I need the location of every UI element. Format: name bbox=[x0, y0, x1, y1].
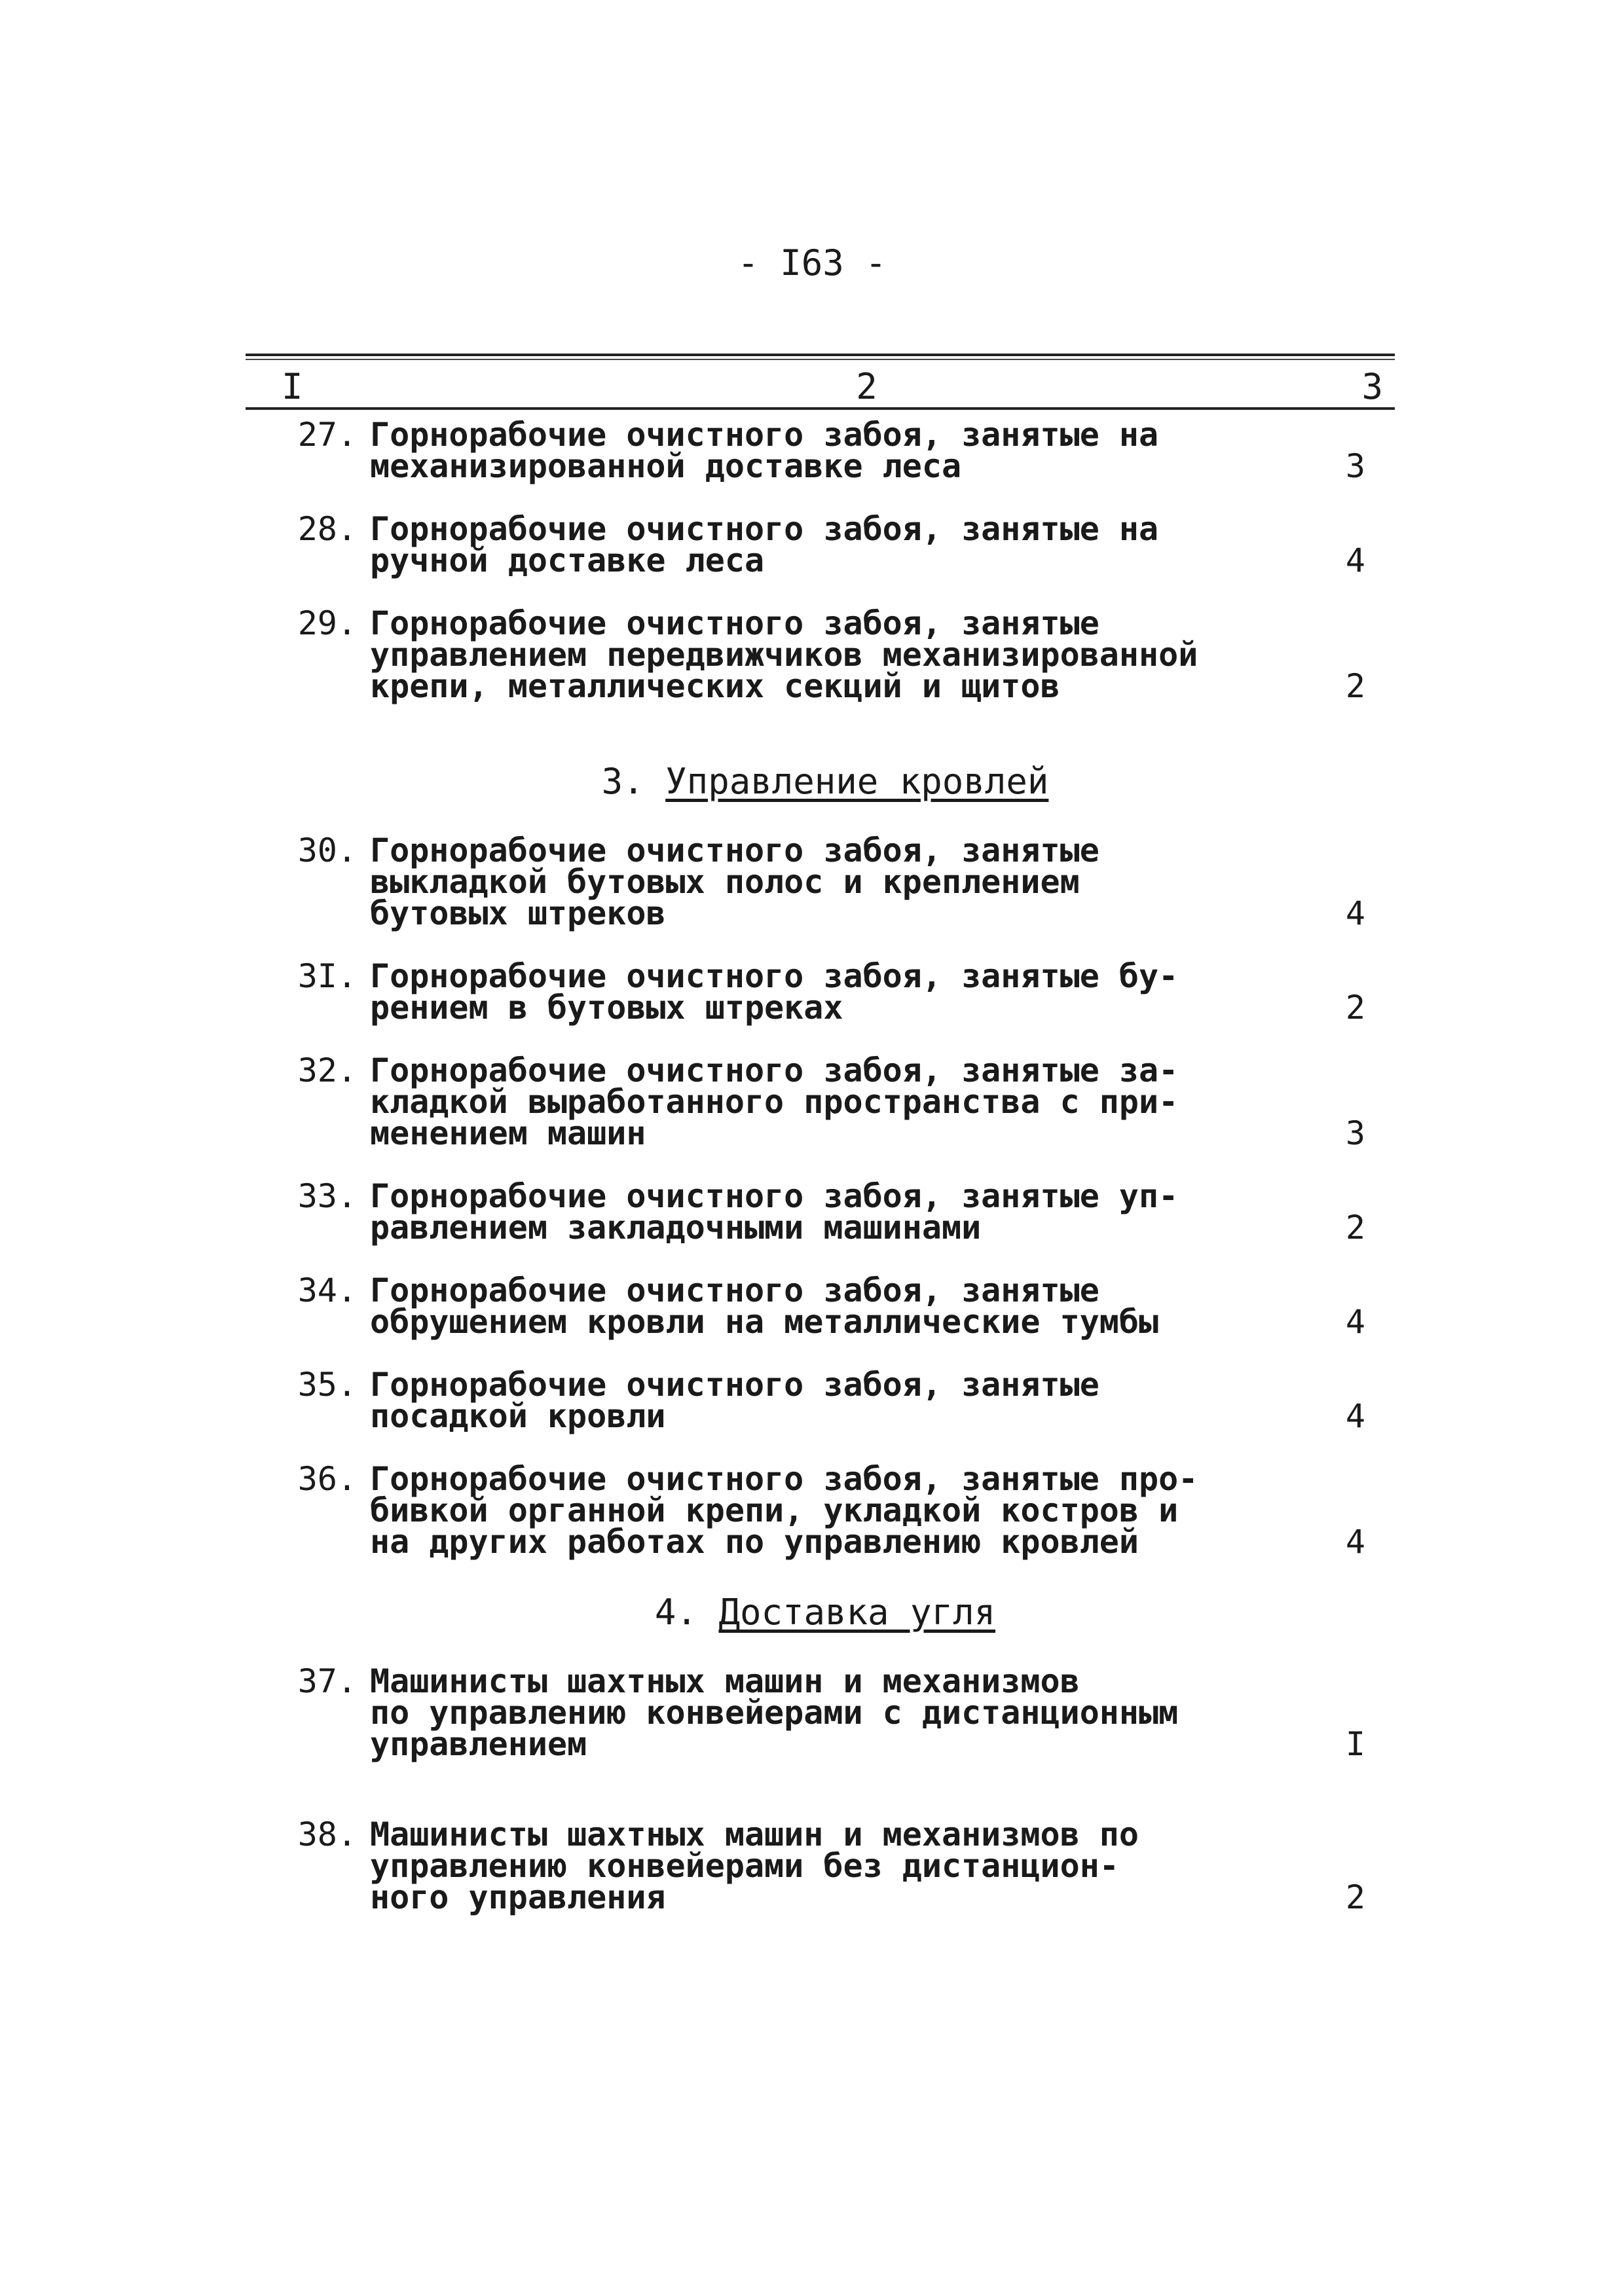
table-row bbox=[246, 416, 1365, 485]
row-number: 28. bbox=[297, 510, 357, 548]
row-number: 33. bbox=[297, 1177, 357, 1215]
row-text: Горнорабочие очистного забоя, занятые уп- равлением закладочными машинами bbox=[370, 1177, 1179, 1247]
table-row bbox=[246, 510, 1365, 579]
table-row bbox=[246, 1662, 1365, 1763]
table-row bbox=[246, 1366, 1365, 1435]
row-number: 36. bbox=[297, 1460, 357, 1498]
row-category: 2 bbox=[1345, 989, 1365, 1027]
row-text: Горнорабочие очистного забоя, занятые выкладкой бутовых полос и креплением бутовых штреков bbox=[370, 831, 1099, 932]
table-row bbox=[246, 1051, 1365, 1152]
row-category: 2 bbox=[1345, 1878, 1365, 1916]
section-heading bbox=[246, 761, 1365, 802]
row-text: Горнорабочие очистного забоя, занятые бу- рением в бутовых штреках bbox=[370, 957, 1179, 1027]
section-heading bbox=[246, 1592, 1365, 1633]
table-row bbox=[246, 1271, 1365, 1341]
row-number: 3I. bbox=[297, 957, 357, 995]
page-number: - I63 - bbox=[737, 242, 887, 283]
row-category: 4 bbox=[1345, 1523, 1365, 1561]
table-row bbox=[246, 604, 1365, 705]
table-row bbox=[246, 1177, 1365, 1247]
row-number: 37. bbox=[297, 1662, 357, 1700]
row-number: 34. bbox=[297, 1271, 357, 1309]
row-text: Горнорабочие очистного забоя, занятые посадкой кровли bbox=[370, 1366, 1099, 1435]
section-number: 3. bbox=[601, 761, 644, 802]
column-header-row bbox=[246, 360, 1395, 410]
section-title: Доставка угля bbox=[718, 1592, 996, 1633]
row-text: Горнорабочие очистного забоя, занятые про- бивкой органной крепи, укладкой костров и на других работах по управлению кровлей bbox=[370, 1460, 1198, 1561]
row-category: 2 bbox=[1345, 1209, 1365, 1247]
row-text: Горнорабочие очистного забоя, занятые обрушением кровли на металлические тумбы bbox=[370, 1271, 1159, 1341]
table-header bbox=[246, 354, 1395, 410]
row-number: 30. bbox=[297, 831, 357, 869]
row-number: 29. bbox=[297, 604, 357, 642]
header-rule bbox=[246, 354, 1395, 356]
column-header-2: 2 bbox=[856, 366, 877, 407]
row-category: 2 bbox=[1345, 667, 1365, 705]
section-number: 4. bbox=[654, 1592, 697, 1633]
row-category: 4 bbox=[1345, 1397, 1365, 1435]
row-number: 38. bbox=[297, 1815, 357, 1853]
table-body bbox=[246, 416, 1365, 1916]
row-category: 4 bbox=[1345, 894, 1365, 932]
row-category: 3 bbox=[1345, 1114, 1365, 1152]
table-row bbox=[246, 831, 1365, 932]
row-number: 27. bbox=[297, 416, 357, 454]
table-row bbox=[246, 1815, 1365, 1916]
table-row bbox=[246, 1460, 1365, 1561]
row-text: Горнорабочие очистного забоя, занятые на ручной доставке леса bbox=[370, 510, 1159, 579]
row-number: 35. bbox=[297, 1366, 357, 1404]
row-text: Горнорабочие очистного забоя, занятые на механизированной доставке леса bbox=[370, 416, 1159, 485]
row-text: Машинисты шахтных машин и механизмов по управлению конвейерами без дистанцион- ного управления bbox=[370, 1815, 1139, 1916]
row-category: I bbox=[1345, 1725, 1365, 1763]
column-header-1: I bbox=[282, 366, 303, 407]
row-text: Горнорабочие очистного забоя, занятые за- кладкой выработанного пространства с при- менением машин bbox=[370, 1051, 1179, 1152]
row-category: 3 bbox=[1345, 447, 1365, 485]
section-title: Управление кровлей bbox=[665, 761, 1049, 802]
table-row bbox=[246, 957, 1365, 1027]
row-text: Машинисты шахтных машин и механизмов по управлению конвейерами с дистанционным управлением bbox=[370, 1662, 1179, 1763]
row-category: 4 bbox=[1345, 1303, 1365, 1341]
row-category: 4 bbox=[1345, 541, 1365, 579]
row-text: Горнорабочие очистного забоя, занятые управлением передвижчиков механизированной крепи, металлических секций и щитов bbox=[370, 604, 1198, 705]
row-number: 32. bbox=[297, 1051, 357, 1089]
column-header-3: 3 bbox=[1361, 366, 1383, 407]
